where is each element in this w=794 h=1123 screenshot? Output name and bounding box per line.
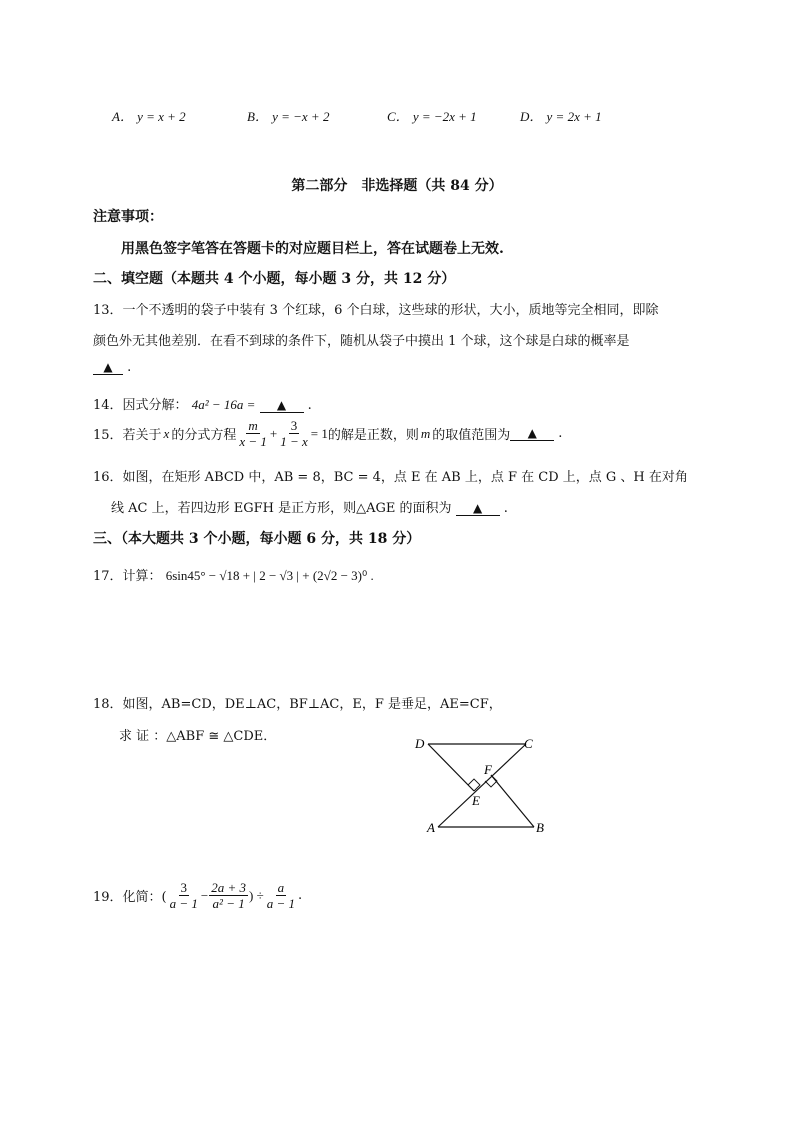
- label-d: D: [415, 736, 425, 751]
- end-mark: .: [503, 501, 508, 516]
- label-f: F: [484, 762, 492, 777]
- denominator: a² − 1: [212, 896, 245, 911]
- denominator: a − 1: [266, 896, 296, 911]
- q15-range: 的取值范围为: [432, 428, 511, 443]
- option-label: A．: [112, 109, 133, 124]
- q12-option-c: [387, 106, 477, 125]
- segment-de: [428, 744, 474, 791]
- end-mark: .: [298, 888, 303, 903]
- q14-expr: 4a² − 16a =: [191, 397, 256, 412]
- section2-heading: 二、填空题（本题共 4 个小题，每小题 3 分，共 12 分）: [93, 271, 456, 287]
- equals-one: = 1: [310, 425, 328, 441]
- q16-line2-text: 线 AC 上，若四边形 EGFH 是正方形，则△AGE 的面积为: [111, 501, 452, 516]
- segment-ac: [438, 744, 526, 827]
- q14-prefix: 14．因式分解：: [93, 398, 188, 413]
- end-mark: .: [307, 398, 312, 413]
- notice-text: 用黑色签字笔答在答题卡的对应题目栏上，答在试题卷上无效.: [121, 241, 504, 257]
- option-expr: y = x + 2: [137, 109, 186, 124]
- q17-expr: 6sin45° − √18 + | 2 − √3 | + (2√2 − 3)⁰ .: [165, 568, 374, 583]
- q15-var-m: m: [420, 425, 431, 441]
- q18-line1: 18．如图，AB=CD，DE⊥AC，BF⊥AC，E，F 是垂足，AE=CF，: [93, 697, 502, 712]
- q12-option-a: [112, 106, 186, 125]
- q19-fraction-1: [168, 880, 200, 911]
- q19-fraction-2: [209, 880, 248, 911]
- option-label: B．: [247, 109, 268, 124]
- q15-after: 的解是正数，则: [327, 428, 419, 443]
- option-label: D．: [520, 109, 543, 124]
- q17: [93, 565, 374, 584]
- label-c: C: [524, 736, 533, 751]
- option-label: C．: [387, 109, 409, 124]
- numerator: 2a + 3: [211, 880, 247, 895]
- q15-fraction-2: [278, 418, 310, 449]
- end-mark: .: [558, 426, 563, 441]
- segment-bf: [491, 775, 534, 827]
- plus-sign: +: [269, 425, 278, 441]
- q16-line2: [111, 497, 508, 516]
- numerator: 3: [180, 880, 188, 895]
- numerator: a: [277, 880, 285, 895]
- q14: [93, 394, 312, 413]
- q15-mid: 的分式方程: [171, 428, 237, 443]
- q19-prefix: 19．化简：(: [93, 890, 167, 905]
- option-expr: y = −x + 2: [272, 109, 330, 124]
- q13-line1: 13．一个不透明的袋子中装有 3 个红球，6 个白球，这些球的形状，大小，质地等完全相同，即除: [93, 303, 659, 318]
- answer-blank: ▲: [260, 398, 304, 413]
- answer-blank: ▲: [510, 426, 554, 441]
- part-title: 第二部分 非选择题（共 84 分）: [291, 178, 503, 194]
- q12-option-b: [247, 106, 329, 125]
- q15-fraction-1: [237, 418, 269, 449]
- q18-line2: 求 证 ：△ABF ≅ △CDE．: [119, 729, 277, 744]
- q13-answer: [93, 360, 131, 375]
- label-a: A: [427, 820, 435, 835]
- minus-sign: −: [200, 887, 209, 903]
- numerator: 3: [290, 418, 298, 433]
- section3-heading: 三、（本大题共 3 个小题，每小题 6 分，共 18 分）: [93, 531, 421, 547]
- q17-prefix: 17．计算：: [93, 569, 162, 584]
- denominator: 1 − x: [280, 434, 308, 449]
- label-e: E: [472, 793, 480, 808]
- q19: [93, 880, 302, 911]
- answer-blank: ▲: [93, 360, 123, 375]
- q15-prefix: 15．若关于: [93, 428, 162, 443]
- q19-fraction-3: [265, 880, 297, 911]
- q12-option-d: [520, 106, 602, 125]
- answer-blank: ▲: [456, 501, 500, 516]
- option-expr: y = 2x + 1: [546, 109, 602, 124]
- numerator: m: [248, 418, 258, 433]
- divide-sign: ) ÷: [249, 887, 264, 903]
- q15-var-x: x: [163, 425, 170, 441]
- q13-line2: 颜色外无其他差别．在看不到球的条件下，随机从袋子中摸出 1 个球，这个球是白球的概率是: [93, 334, 630, 349]
- notice-heading: 注意事项：: [93, 209, 163, 225]
- q18-figure: [410, 733, 560, 838]
- denominator: x − 1: [239, 434, 267, 449]
- end-mark: .: [127, 360, 132, 375]
- label-b: B: [536, 820, 544, 835]
- q15: [93, 418, 562, 449]
- denominator: a − 1: [169, 896, 198, 911]
- option-expr: y = −2x + 1: [412, 109, 477, 124]
- q16-line1: 16．如图，在矩形 ABCD 中，AB = 8，BC = 4，点 E 在 AB 上，点 F 在 CD 上，点 G 、H 在对角: [93, 470, 688, 485]
